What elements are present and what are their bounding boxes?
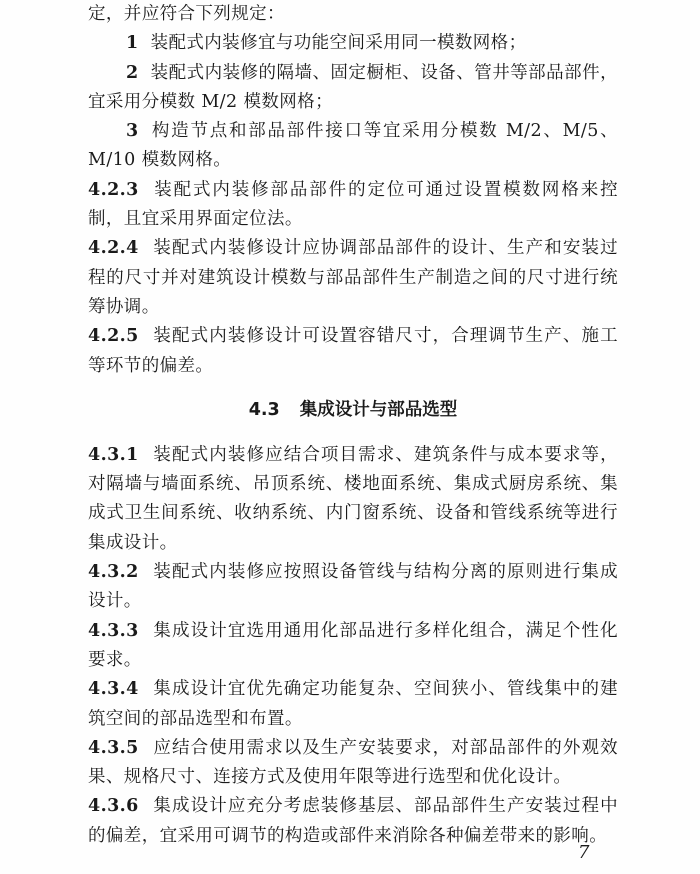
page-number: 7 [578, 842, 590, 863]
section-number: 4.3 [248, 399, 280, 420]
clause-text: 装配式内装修部品部件的定位可通过设置模数网格来控制，且宜采用界面定位法。 [88, 179, 618, 230]
clause-number: 4.2.3 [88, 179, 139, 200]
clause-4-3-3 [88, 617, 618, 676]
clause-number: 4.3.4 [88, 679, 139, 700]
clause-4-3-4 [88, 675, 618, 734]
clause-text: 集成设计应充分考虑装修基层、部品部件生产安装过程中的偏差，宜采用可调节的构造或部件来消除各种偏差带来的影响。 [88, 796, 618, 846]
list-item: 3 构造节点和部品部件接口等宜采用分模数 M/2、M/5、M/10 模数网格。 [88, 121, 618, 171]
clause-number: 4.3.3 [88, 620, 139, 641]
clause-text: 装配式内装修应结合项目需求、建筑条件与成本要求等，对隔墙与墙面系统、吊顶系统、楼地面系统、集成式厨房系统、集成式卫生间系统、收纳系统、内门窗系统、设备和管线系统等进行集成设计。 [88, 444, 618, 553]
clause-number: 4.3.5 [88, 737, 139, 758]
list-item: 2 装配式内装修的隔墙、固定橱柜、设备、管井等部品部件，宜采用分模数 M/2 模数网格； [88, 62, 618, 112]
clause-text: 装配式内装修设计应协调部品部件的设计、生产和安装过程的尺寸并对建筑设计模数与部品部件生产制造之间的尺寸进行统筹协调。 [88, 238, 618, 317]
clause-4-2-4 [88, 234, 618, 322]
clause-text: 集成设计宜选用通用化部品进行多样化组合，满足个性化要求。 [88, 620, 618, 670]
clause-number: 4.3.1 [88, 444, 139, 465]
list-item: 1 装配式内装修宜与功能空间采用同一模数网格； [126, 33, 527, 54]
page-content [88, 0, 618, 851]
clause-4-3-6 [88, 792, 618, 851]
section-title: 集成设计与部品选型 [299, 399, 458, 420]
clause-text: 集成设计宜优先确定功能复杂、空间狭小、管线集中的建筑空间的部品选型和布置。 [88, 679, 618, 729]
clause-text: 装配式内装修应按照设备管线与结构分离的原则进行集成设计。 [88, 562, 618, 612]
clause-4-2-3 [88, 176, 618, 235]
clause-number: 4.3.2 [88, 562, 139, 583]
clause-text: 应结合使用需求以及生产安装要求，对部品部件的外观效果、规格尺寸、连接方式及使用年限等进行选型和优化设计。 [88, 737, 618, 788]
section-heading [88, 395, 618, 425]
clause-text: 装配式内装修设计可设置容错尺寸，合理调节生产、施工等环节的偏差。 [88, 326, 618, 376]
clause-number: 4.2.4 [88, 238, 139, 259]
lead-line: 定，并应符合下列规定： [88, 4, 285, 24]
clause-4-3-2 [88, 558, 618, 617]
clause-4-3-5 [88, 734, 618, 793]
clause-number: 4.2.5 [88, 326, 139, 347]
clause-4-2-5 [88, 322, 618, 381]
clause-number: 4.3.6 [88, 796, 139, 817]
clause-4-3-1 [88, 441, 618, 558]
